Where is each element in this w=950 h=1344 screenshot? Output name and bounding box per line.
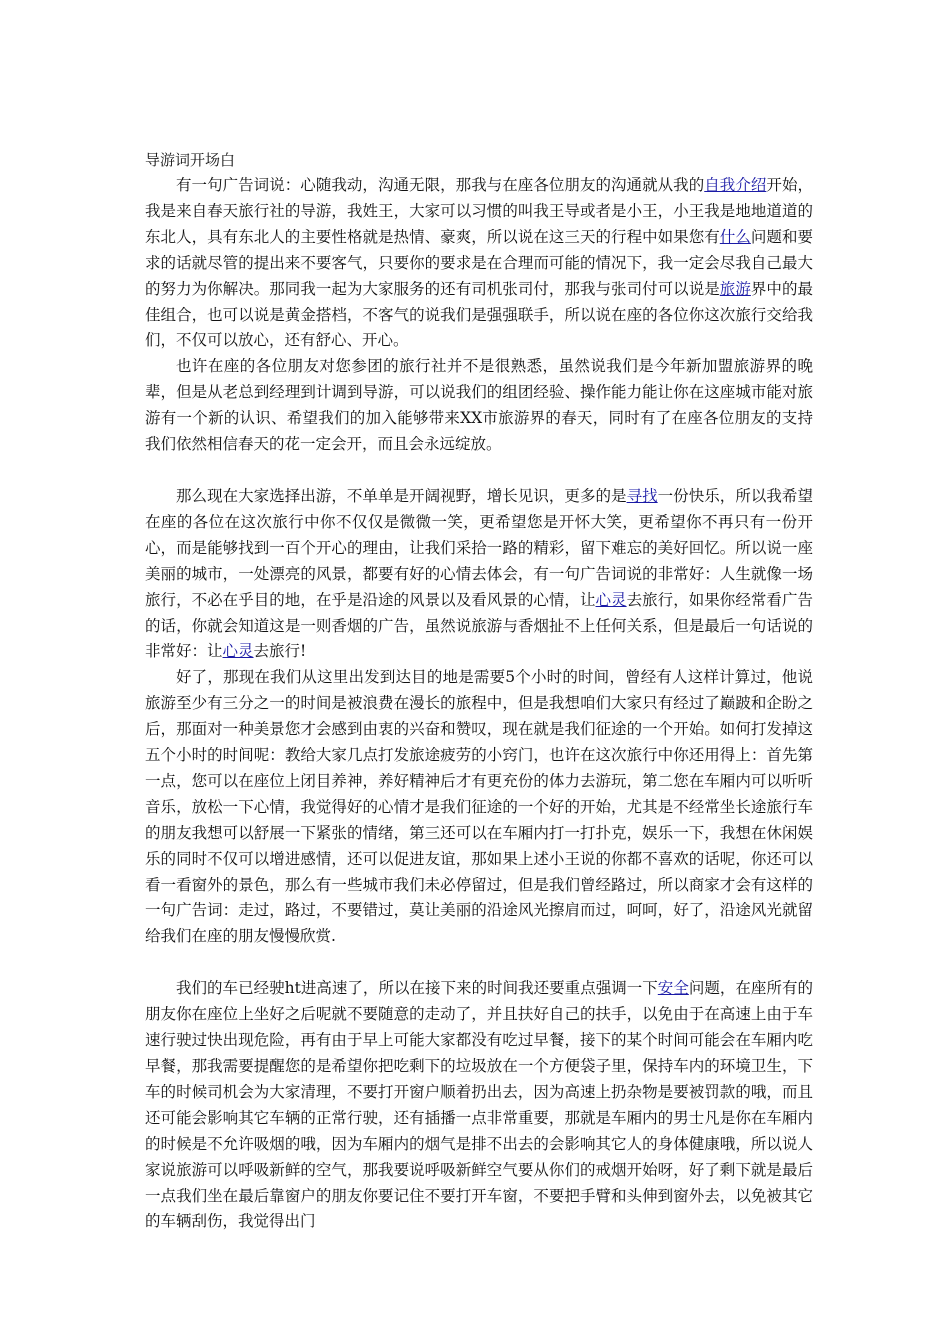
paragraph-4 (145, 665, 813, 950)
keyword-link[interactable]: 什么 (719, 227, 751, 246)
text-run: 也许在座的各位朋友对您参团的旅行社并不是很熟悉，虽然说我们是今年新加盟旅游界的晚辈，但是从老总到经理到计调到导游，可以说我们的组团经验、操作能力能让你在这座城市能对旅游有一个新的认识、希望我们的加入能够带来XX市旅游界的春天，同时有了在座各位朋友的支持我们依然相信春天的花一定会开，而且会永远绽放。 (145, 357, 813, 454)
text-run: 问题，在座所有的朋友你在座位上坐好之后呢就不要随意的走动了，并且扶好自己的扶手，以免由于在高速上由于车速行驶过快出现危险，再有由于早上可能大家都没有吃过早餐，接下的某个时间可能会在车厢内吃早餐，那我需要提醒您的是希望你把吃剩下的垃圾放在一个方便袋子里，保持车内的环境卫生，下车的时候司机会为大家清理，不要打开窗户顺着扔出去，因为高速上扔杂物是要被罚款的哦，而且还可能会影响其它车辆的正常行驶，还有插播一点非常重要，那就是车厢内的男士凡是你在车厢内的时候是不允许吸烟的哦，因为车厢内的烟气是排不出去的会影响其它人的身体健康哦，所以说人家说旅游可以呼吸新鲜的空气，那我要说呼吸新鲜空气要从你们的戒烟开始呀，好了剩下就是最后一点我们坐在最后靠窗户的朋友你要记住不要打开车窗，不要把手臂和头伸到窗外去，以免被其它的车辆刮伤，我觉得出门 (145, 979, 813, 1231)
keyword-link[interactable]: 自我介绍 (704, 176, 767, 194)
document-body (145, 173, 813, 1235)
text-run: 好了，那现在我们从这里出发到达目的地是需要5个小时的时间，曾经有人这样计算过，他说旅游至少有三分之一的时间是被浪费在漫长的旅程中，但是我想咱们大家只有经过了巅跛和企盼之后，那面对一种美景您才会感到由衷的兴奋和赞叹，现在就是我们征途的一个开始。如何打发掉这五个小时的时间呢：教给大家几点打发旅途疲劳的小窍门，也许在这次旅行中你还用得上：首先第一点，您可以在座位上闭目养神，养好精神后才有更充份的体力去游玩，第二您在车厢内可以听听音乐，放松一下心情，我觉得好的心情才是我们征途的一个好的开始，尤其是不经常坐长途旅行车的朋友我想可以舒展一下紧张的情绪，第三还可以在车厢内打一打扑克，娱乐一下，我想在休闲娱乐的同时不仅可以增进感情，还可以促进友谊，那如果上述小王说的你都不喜欢的话呢，你还可以看一看窗外的景色，那么有一些城市我们未必停留过，但是我们曾经路过，所以商家才会有这样的一句广告词：走过，路过，不要错过，莫让美丽的沿途风光擦肩而过，呵呵，好了，沿途风光就留给我们在座的朋友慢慢欣赏. (145, 668, 813, 946)
document-title: 导游词开场白 (145, 151, 236, 169)
text-run: 有一句广告词说：心随我动，沟通无限，那我与在座各位朋友的沟通就从我的 (176, 176, 705, 194)
text-run: 去旅行，如果你经常看广告的话，你就会知道这是一则香烟的广告，虽然说旅游与香烟扯不上任何关系，但是最后一句话说的非常好：让 (145, 590, 813, 661)
keyword-link[interactable]: 旅游 (719, 279, 751, 298)
paragraph-3 (145, 484, 813, 665)
document-page (145, 147, 813, 1235)
paragraph-gap (145, 458, 813, 484)
keyword-link[interactable]: 安全 (657, 979, 689, 998)
text-run: 一份快乐，所以我希望在座的各位在这次旅行中你不仅仅是微微一笑，更希望您是开怀大笑，更希望你不再只有一份开心，而是能够找到一百个开心的理由，让我们采拾一路的精彩，留下难忘的美好回忆。所以说一座美丽的城市，一处漂亮的风景，都要有好的心情去体会，有一句广告词说的非常好：人生就像一场旅行，不必在乎目的地，在乎是沿途的风景以及看风景的心情，让 (145, 486, 813, 609)
keyword-link[interactable]: 心灵 (595, 590, 627, 609)
paragraph-gap (145, 950, 813, 976)
text-run: 界中的最佳组合，也可以说是黄金搭档，不客气的说我们是强强联手，所以说在座的各位你这次旅行交给我们，不仅可以放心，还有舒心、开心。 (145, 279, 813, 350)
paragraph-5 (145, 976, 813, 1235)
keyword-link[interactable]: 心灵 (222, 642, 254, 661)
text-run: 去旅行! (253, 642, 307, 661)
text-run: 问题和要求的话就尽管的提出来不要客气，只要你的要求是在合理而可能的情况下，我一定会尽我自己最大的努力为你解决。那同我一起为大家服务的还有司机张司付，那我与张司付可以说是 (145, 227, 813, 298)
paragraph-1 (145, 173, 813, 354)
text-run: 我们的车已经驶ht进高速了，所以在接下来的时间我还要重点强调一下 (176, 979, 658, 998)
paragraph-2 (145, 354, 813, 458)
keyword-link[interactable]: 寻找 (626, 486, 658, 505)
text-run: 开始，我是来自春天旅行社的导游，我姓王，大家可以习惯的叫我王导或者是小王，小王我是地地道道的东北人，具有东北人的主要性格就是热情、豪爽，所以说在这三天的行程中如果您有 (145, 176, 813, 246)
text-run: 那么现在大家选择出游，不单单是开阔视野，增长见识，更多的是 (176, 486, 627, 505)
